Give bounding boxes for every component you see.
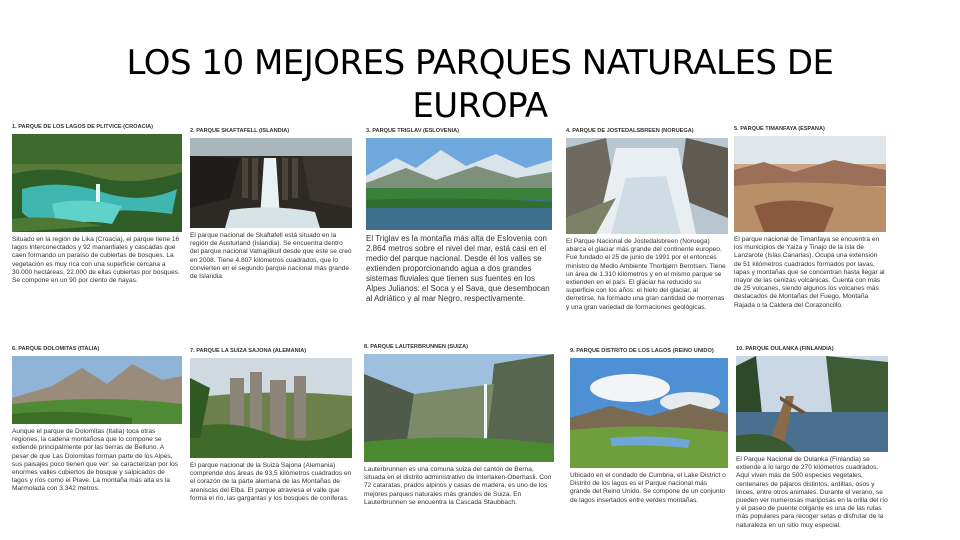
park-description: Ubicado en el condado de Cumbria, el Lake District o Distrito de los lagos es el Parque nacional más grande del Reino Unido. Se compone de un conjunto de lagos insertados entre verdes montañas. — [570, 472, 726, 504]
park-photo — [190, 358, 352, 458]
park-photo — [190, 138, 352, 228]
park-description: El parque nacional de Timanfaya se encuentra en los municipios de Yaiza y Tinajo de la isla de Lanzarote (Islas Canarias). Ocupa una extensión de 51 kilómetros cuadrados formados por lavas, lapas y montañas que se concentran hasta llegar al mayor de las cenizas volcánicas. Cuenta con más de 25 volcanes, siendo algunos los volcanes más destacados de Montañas del Fuego, Montaña Rajada o la Caldera del Corazoncillo. — [734, 236, 885, 309]
park-card-lake-district — [570, 348, 728, 526]
park-card-dolomitas — [12, 346, 182, 520]
park-heading: 10. PARQUE OULANKA (FINLANDIA) — [736, 346, 834, 352]
park-card-skaftafell — [190, 128, 352, 312]
title-line-1: LOS 10 MEJORES PARQUES NATURALES DE — [126, 43, 834, 83]
park-card-jostedalsbreen — [566, 128, 728, 322]
park-heading: 6. PARQUE DOLOMITAS (ITALIA) — [12, 346, 100, 352]
park-heading: 9. PARQUE DISTRITO DE LOS LAGOS (REINO UNIDO) — [570, 348, 714, 354]
park-description: Lauterbrunnen es una comuna suiza del cantón de Berna, situada en el distrito administrativo de Interlaken-Oberhasli. Con 72 cataratas, prados alpinos y casas de madera, es uno de los mejores parques naturales más grandes de Suiza. En Lauterbrunnen se encuentra la Cascada Staubbach. — [364, 466, 552, 506]
park-heading: 2. PARQUE SKAFTAFELL (ISLANDIA) — [190, 128, 290, 134]
park-description: Aunque el parque de Dolomitas (Italia) toca otras regiones, la cadena montañosa que lo compone se extiende principalmente por las tierras de Belluno. A pesar de que Las Dolomitas forman parte de los Alpes, sus paisajes poco tienen que ver: se caracterizan por los enormes valles cubiertos de bosque y salpicados de lagos y ríos como el Piave. La montaña más alta es la Marmolada con 3.342 metros. — [12, 428, 179, 493]
park-photo — [366, 138, 552, 230]
park-heading: 1. PARQUE DE LOS LAGOS DE PLITVICE (CROACIA) — [12, 124, 153, 130]
park-photo — [570, 358, 728, 468]
park-card-plitvice — [12, 124, 182, 304]
park-description: El parque nacional de Skaftafell está situado en la región de Austurland (Islandia). Se encuentra dentro del parque nacional Vatnajökull desde que este se creó en 2008. Tiene 4.807 kilómetros cuadrados, que lo convierten en el segundo parque nacional más grande de Islandia. — [190, 232, 352, 281]
park-photo — [364, 354, 554, 462]
park-card-oulanka — [736, 346, 888, 536]
park-heading: 8. PARQUE LAUTERBRUNNEN (SUIZA) — [364, 344, 469, 350]
park-description: El Parque Nacional de Jostedalsbreen (Noruega) abarca el glaciar más grande del continente europeo. Fue fundado el 25 de junio de 1991 por el entonces ministro de Medio Ambiente Thorbjørn Berntsen. Tiene un área de 1.310 kilómetros y en el mismo parque se extienden en el país. El glaciar ha reducido su superficie con los años: el hielo del glaciar, al derretirse, ha formado una gran cantidad de morrenas y una gran variedad de formaciones geológicas. — [566, 238, 726, 311]
park-description: El Triglav es la montaña más alta de Eslovenia con 2.864 metros sobre el nivel del mar, está casi en el medio del parque nacional. Desde él los valles se extienden proporcionando agua a dos grandes sistemas fluviales que tienen sus fuentes en los Alpes Julianos: el Soca y el Sava, que desembocan al Adriático y al mar Negro, respectivamente. — [366, 234, 550, 303]
park-photo — [566, 138, 728, 234]
park-photo — [736, 356, 888, 452]
park-card-suiza-sajona — [190, 348, 352, 516]
park-heading: 5. PARQUE TIMANFAYA (ESPAÑA) — [734, 126, 825, 132]
park-photo — [12, 356, 182, 424]
title-line-2: EUROPA — [412, 86, 548, 126]
park-photo — [734, 136, 886, 232]
park-heading: 3. PARQUE TRIGLAV (ESLOVENIA) — [366, 128, 460, 134]
park-description: El Parque Nacional de Oulanka (Finlandia) se extiende a lo largo de 270 kilómetros cuadrados. Aquí viven más de 500 especies vegetales, centenares de pájaros distintos, ardillas, osos y linces, entre otros animales. Durante el verano, se pueden ver numerosas mariposas en la orilla del río y el paseo de puente colgante es una de las rutas más populares para recoger setas o disfrutar de la naturaleza en un sitio muy especial. — [736, 456, 888, 529]
park-card-lauterbrunnen — [364, 344, 554, 528]
park-card-triglav — [366, 128, 552, 318]
park-card-timanfaya — [734, 126, 886, 324]
park-description: Situado en la región de Lika (Croacia), el parque tiene 16 lagos interconectados y 92 manantiales y cascadas que caen formando un paraíso de cubiertas de bosques. La vegetación es muy rica con una superficie cercana a 30.000 hectáreas, 22.000 de ellas cubiertas por bosques. Se compone en un 90 por ciento de hayas. — [12, 236, 180, 285]
page-title — [0, 42, 960, 128]
park-heading: 7. PARQUE LA SUIZA SAJONA (ALEMANIA) — [190, 348, 307, 354]
park-description: El parque nacional de la Suiza Sajona (Alemania) comprende dos áreas de 93,5 kilómetros cuadrados en el corazón de la parte alemana de las Montañas de areniscas del Elba. El parque atraviesa el valle que forma el río, las gargantas y los bosques de coníferas. — [190, 462, 352, 502]
park-heading: 4. PARQUE DE JOSTEDALSBREEN (NORUEGA) — [566, 128, 694, 134]
park-photo — [12, 134, 182, 232]
